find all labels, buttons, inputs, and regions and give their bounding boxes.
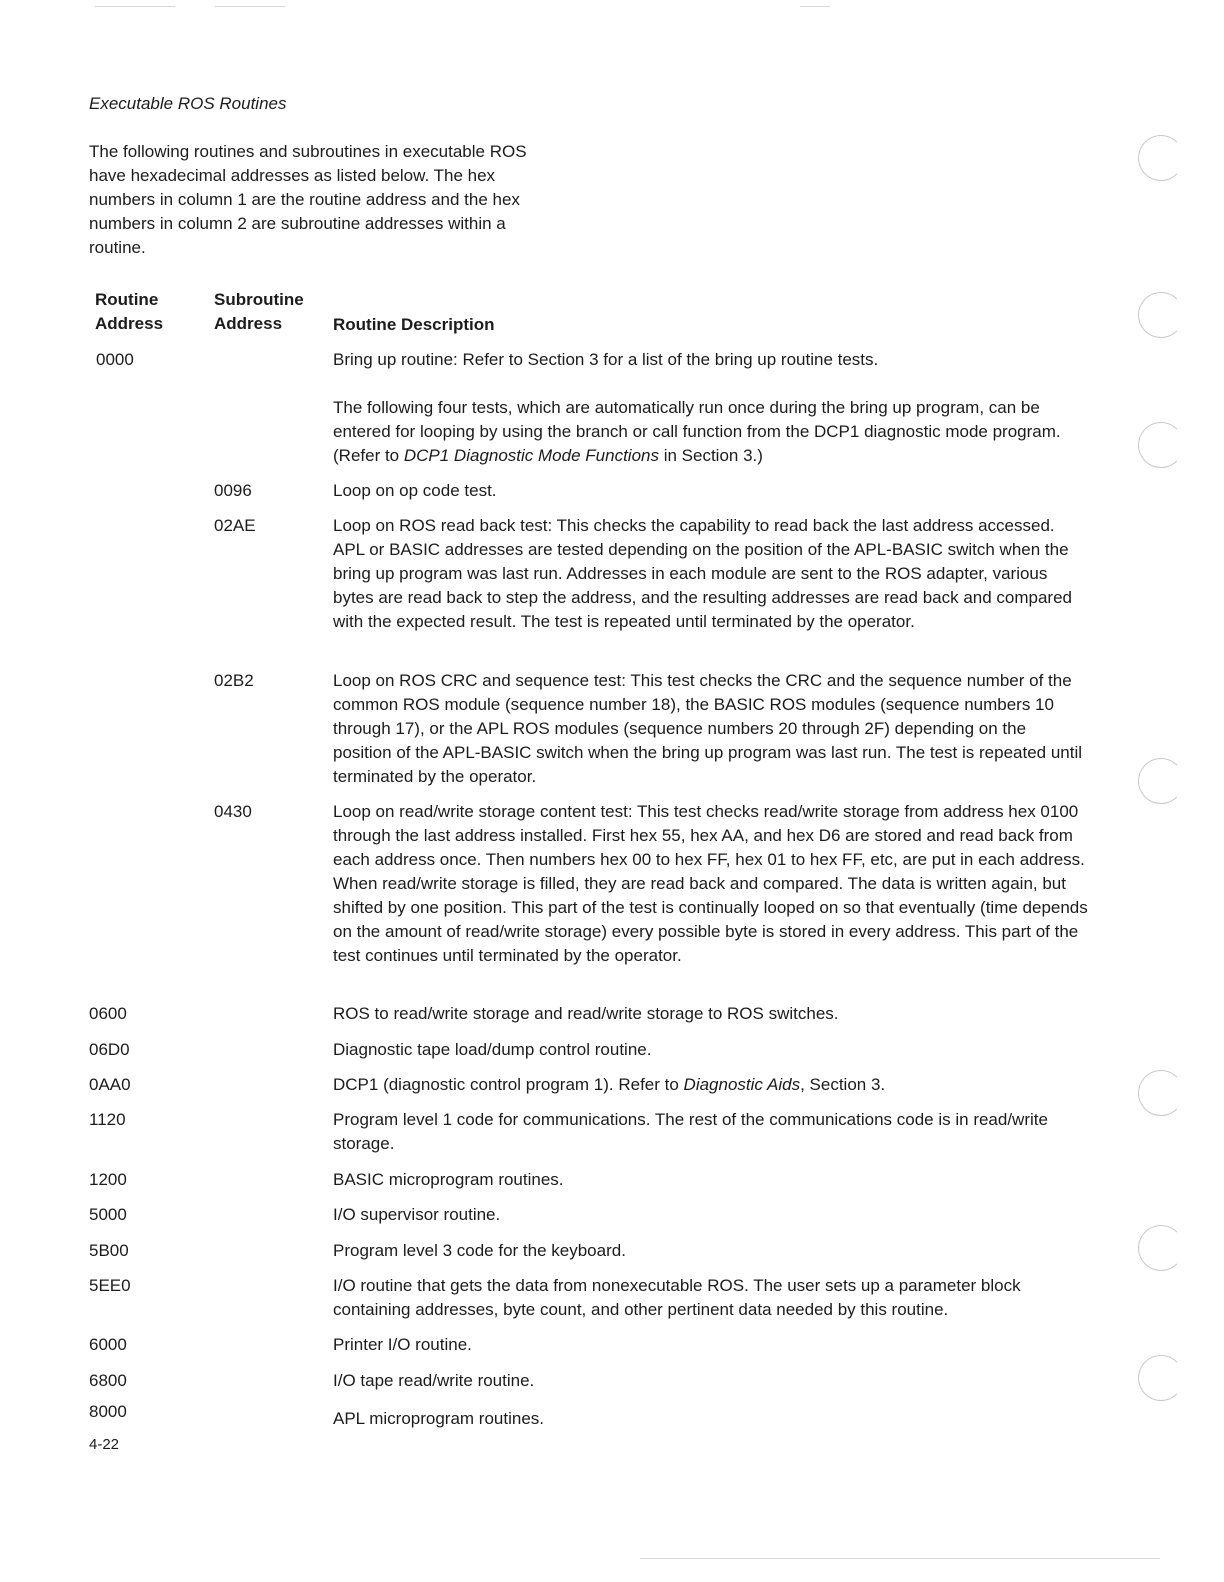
routine-address: 5EE0 <box>89 1276 131 1295</box>
routine-description: APL microprogram routines. <box>333 1409 545 1428</box>
top-edge-mark <box>800 6 830 7</box>
description-text: in Section 3.) <box>658 446 763 465</box>
description-reference: Diagnostic Aids <box>683 1075 801 1094</box>
routine-description: Diagnostic tape load/dump control routine. <box>333 1040 652 1059</box>
routine-description: I/O supervisor routine. <box>333 1205 501 1224</box>
top-edge-mark <box>215 6 285 7</box>
subroutine-header-line2: Address <box>214 314 283 333</box>
punch-hole-mark <box>1138 1070 1184 1116</box>
routine-description <box>333 1073 1088 1097</box>
top-edge-mark <box>95 6 175 7</box>
routine-address: 6000 <box>89 1335 127 1354</box>
routine-address: 1120 <box>89 1110 126 1129</box>
subroutine-address: 02AE <box>214 516 256 535</box>
routine-description: Program level 3 code for the keyboard. <box>333 1241 626 1260</box>
subroutine-header-line1: Subroutine <box>214 290 304 309</box>
routine-address: 0000 <box>96 350 134 369</box>
routine-description: Loop on ROS CRC and sequence test: This test checks the CRC and the sequence number of the common ROS module (sequence number 18), the BASIC ROS modules (sequence numbers 10 through 17), or the APL ROS modules (sequence numbers 20 through 2F) depending on the position of the APL-BASIC switch when the bring up program was last run. The test is repeated until terminated by the operator. <box>333 671 1083 786</box>
description-reference: DCP1 Diagnostic Mode Functions <box>403 446 659 465</box>
description-text: DCP1 (diagnostic control program 1). Refer to <box>333 1075 684 1094</box>
routine-address: 6800 <box>89 1371 127 1390</box>
routine-address: 0AA0 <box>89 1075 131 1094</box>
routine-description <box>333 396 1088 468</box>
subroutine-address-header <box>214 288 304 336</box>
punch-hole-mark <box>1138 1225 1184 1271</box>
punch-hole-mark <box>1138 1355 1184 1401</box>
intro-paragraph: The following routines and subroutines in executable ROS have hexadecimal addresses as listed below. The hex numbers in column 1 are the routine address and the hex numbers in column 2 are subroutine addresses within a routine. <box>89 142 527 257</box>
routine-address: 8000 <box>89 1402 127 1421</box>
section-title: Executable ROS Routines <box>89 94 287 113</box>
page-number: 4-22 <box>89 1436 120 1453</box>
routine-address: 5000 <box>89 1205 127 1224</box>
subroutine-address: 0430 <box>214 802 252 821</box>
routine-address: 0600 <box>89 1004 127 1023</box>
routine-address: 1200 <box>89 1170 127 1189</box>
punch-hole-mark <box>1138 758 1184 804</box>
routine-description: I/O tape read/write routine. <box>333 1371 535 1390</box>
routine-description: ROS to read/write storage and read/write storage to ROS switches. <box>333 1004 839 1023</box>
routine-description: Program level 1 code for communications. The rest of the communications code is in read/write storage. <box>333 1110 1048 1153</box>
punch-hole-mark <box>1138 422 1184 468</box>
routine-address-header <box>95 288 163 336</box>
routine-description-header: Routine Description <box>333 315 495 334</box>
description-text: , Section 3. <box>800 1075 886 1094</box>
routine-description: Printer I/O routine. <box>333 1335 472 1354</box>
routine-header-line1: Routine <box>95 290 159 309</box>
routine-description: Loop on op code test. <box>333 481 497 500</box>
routine-description: I/O routine that gets the data from nonexecutable ROS. The user sets up a parameter block containing addresses, byte count, and other pertinent data needed by this routine. <box>333 1276 1021 1319</box>
punch-hole-mark <box>1138 292 1184 338</box>
routine-address: 06D0 <box>89 1040 130 1059</box>
punch-hole-mark <box>1138 135 1184 181</box>
routine-description: Loop on ROS read back test: This checks the capability to read back the last address accessed. APL or BASIC addresses are tested depending on the position of the APL-BASIC switch when the bring up program was last run. Addresses in each module are sent to the ROS adapter, various bytes are read back to step the address, and the resulting addresses are read back and compared with the expected result. The test is repeated until terminated by the operator. <box>333 516 1073 631</box>
routine-address: 5B00 <box>89 1241 129 1260</box>
routine-description: BASIC microprogram routines. <box>333 1170 564 1189</box>
subroutine-address: 0096 <box>214 481 252 500</box>
description-text: The following four tests, which are automatically run once during the bring up program, can be entered for looping by using the branch or call function from the DCP1 diagnostic mode program. (Refer to <box>333 398 1061 465</box>
routine-description: Bring up routine: Refer to Section 3 for a list of the bring up routine tests. <box>333 350 879 369</box>
subroutine-address: 02B2 <box>214 671 254 690</box>
routine-header-line2: Address <box>95 314 164 333</box>
bottom-edge-mark <box>640 1558 1160 1559</box>
routine-description: Loop on read/write storage content test: This test checks read/write storage from address hex 0100 through the last address installed. First hex 55, hex AA, and hex D6 are stored and read back from each address once. Then numbers hex 00 to hex FF, hex 01 to hex FF, etc, are put in each address. When read/write storage is filled, they are read back and compared. The data is written again, but shifted by one position. This part of the test is continually looped on so that eventually (time depends on the amount of read/write storage) every possible byte is stored in every address. This part of the test continues until terminated by the operator. <box>333 802 1088 965</box>
